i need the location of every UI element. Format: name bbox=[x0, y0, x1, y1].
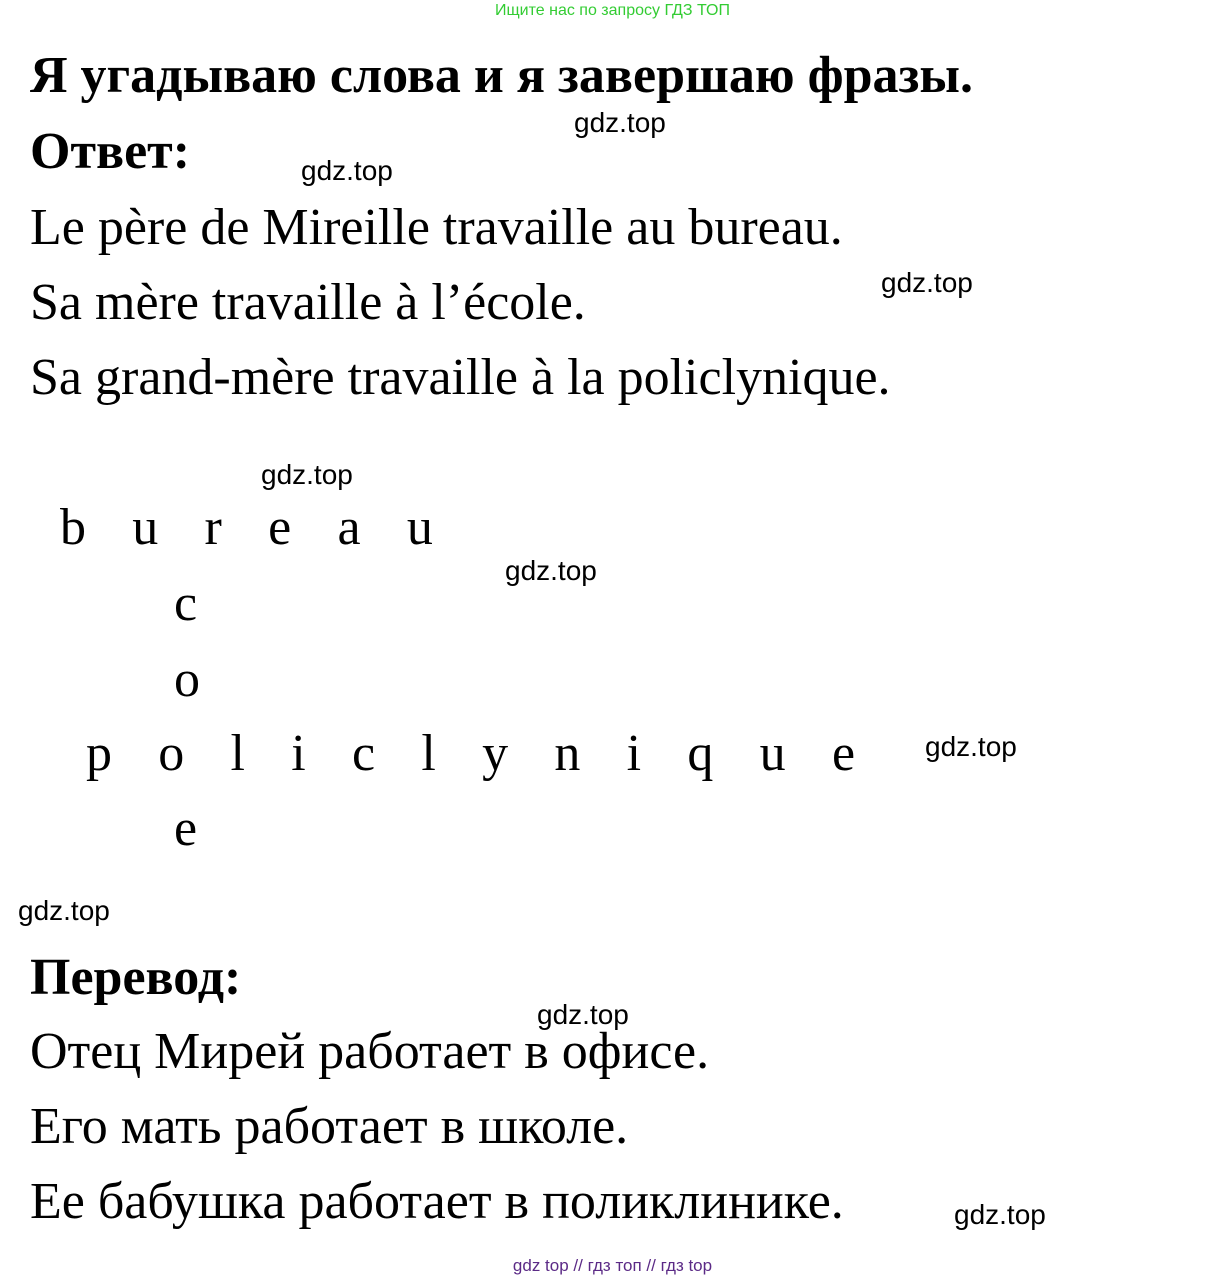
watermark: gdz.top bbox=[505, 555, 597, 586]
crossword-letter-o: o bbox=[174, 651, 200, 708]
crossword-word-bureau: b u r e a u bbox=[60, 499, 450, 556]
crossword-word-policlynique: p o l i c l y n i q u e bbox=[86, 725, 872, 782]
watermark: gdz.top bbox=[925, 731, 1017, 762]
translation-heading: Перевод: bbox=[30, 949, 242, 1006]
watermark: gdz.top bbox=[574, 107, 666, 138]
crossword-letter-c: c bbox=[174, 575, 198, 632]
watermark: gdz.top bbox=[301, 155, 393, 186]
top-banner: Ищите нас по запросу ГДЗ ТОП bbox=[495, 2, 730, 19]
translation-line-3: Ее бабушка работает в поликлинике. bbox=[30, 1173, 844, 1230]
answer-line-1: Le père de Mireille travaille au bureau. bbox=[30, 199, 843, 256]
watermark: gdz.top bbox=[954, 1199, 1046, 1230]
watermark: gdz.top bbox=[18, 895, 110, 926]
task-title: Я угадываю слова и я завершаю фразы. bbox=[30, 47, 974, 104]
footer: gdz top // гдз топ // гдз top bbox=[512, 1256, 713, 1275]
answer-line-2: Sa mère travaille à l’école. bbox=[30, 274, 586, 331]
watermark: gdz.top bbox=[537, 999, 629, 1030]
translation-line-2: Его мать работает в школе. bbox=[30, 1098, 629, 1155]
translation-line-1: Отец Мирей работает в офисе. bbox=[30, 1023, 710, 1080]
answer-line-3: Sa grand-mère travaille à la policlynique. bbox=[30, 349, 891, 406]
answer-heading: Ответ: bbox=[30, 123, 191, 180]
watermark: gdz.top bbox=[881, 267, 973, 298]
crossword-letter-e: e bbox=[174, 800, 198, 857]
watermark: gdz.top bbox=[261, 459, 353, 490]
